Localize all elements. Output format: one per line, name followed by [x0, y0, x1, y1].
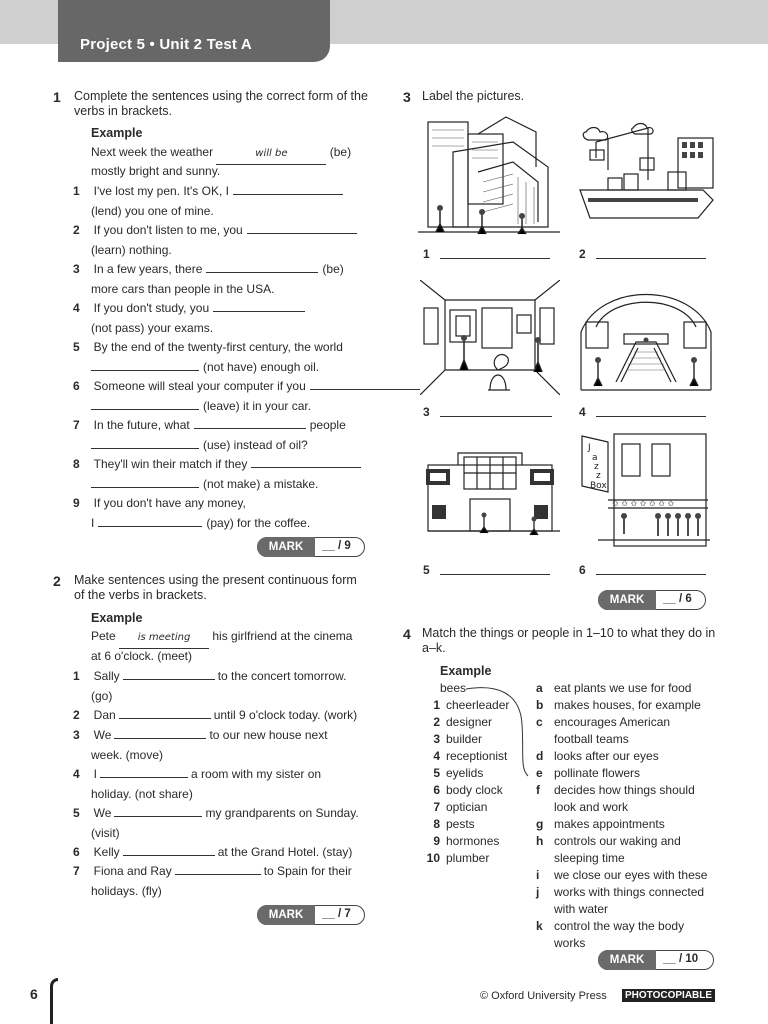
- q4-right-item: [536, 867, 707, 884]
- svg-text:Box: Box: [590, 481, 607, 491]
- q1-answer-blank[interactable]: [206, 261, 318, 273]
- picture-5-label: 5: [423, 563, 430, 577]
- picture-5-answer-line[interactable]: [440, 574, 550, 575]
- q4-right-item: [536, 782, 695, 799]
- q4-right-letter: j: [536, 885, 540, 899]
- q1-answer-blank[interactable]: [251, 456, 361, 468]
- q1-item-8: [73, 455, 361, 475]
- q2-answer-blank[interactable]: [123, 844, 215, 856]
- q1-answer-blank[interactable]: [91, 359, 199, 371]
- q2-item-number: 4: [73, 767, 80, 781]
- q4-mark-label: MARK: [598, 950, 656, 970]
- q2-instruction: Make sentences using the present continuous form of the verbs in brackets.: [74, 573, 357, 602]
- q4-left-item: [414, 833, 499, 850]
- q2-example-rest: his girlfriend at the cinema: [212, 629, 353, 643]
- picture-3-label: 3: [423, 405, 430, 419]
- office-building-illustration: [418, 112, 560, 238]
- q2-item-subject: I: [93, 767, 98, 781]
- q2-item-subject: Sally: [93, 669, 120, 683]
- q1-item-2: [73, 221, 357, 241]
- q2-item-cont: (go): [91, 688, 113, 703]
- q4-left-text: pests: [446, 817, 475, 831]
- q4-right-text: works with things connected: [554, 885, 705, 899]
- q1-item-text-c: more cars than people in the USA.: [91, 281, 275, 296]
- q4-left-number: 2: [433, 715, 440, 729]
- q1-item-cont: [91, 475, 318, 495]
- q1-item-number: 9: [73, 496, 80, 510]
- q4-right-text: works: [554, 936, 586, 950]
- q1-item-text: If you don't study, you: [93, 301, 210, 315]
- q2-item-6: [73, 843, 352, 863]
- q2-item-number: 2: [73, 708, 80, 722]
- q4-left-number: 4: [433, 749, 440, 763]
- q3-number: 3: [403, 89, 411, 105]
- q4-right-item: [536, 918, 684, 935]
- q2-item-cont: holidays. (fly): [91, 883, 162, 898]
- q2-item-rest: until 9 o'clock today. (work): [213, 708, 358, 722]
- q4-right-letter: g: [536, 817, 544, 831]
- q4-right-item: [536, 765, 640, 782]
- q4-left-item: [414, 697, 509, 714]
- q4-number: 4: [403, 626, 411, 642]
- q1-item-text-c: (lend) you one of mine.: [91, 203, 214, 218]
- q1-answer-blank[interactable]: [91, 437, 199, 449]
- q1-item-cont: [91, 280, 274, 300]
- q4-left-item: [414, 714, 492, 731]
- q4-right-item: [536, 901, 608, 918]
- q2-example-answer: is meeting: [119, 628, 209, 649]
- q1-item-number: 2: [73, 223, 80, 237]
- cinema-illustration: [420, 445, 560, 537]
- svg-text:z: z: [596, 471, 601, 481]
- q4-left-text: cheerleader: [446, 698, 510, 712]
- q4-right-text: pollinate flowers: [554, 766, 641, 780]
- q4-left-text: hormones: [446, 834, 500, 848]
- q1-item-text-c: (pay) for the coffee.: [206, 515, 311, 530]
- q2-item-rest: a room with my sister on: [191, 767, 322, 781]
- q1-item-text: If you don't have any money,: [93, 496, 246, 510]
- q4-right-letter: f: [536, 783, 540, 797]
- q1-item-number: 5: [73, 340, 80, 354]
- svg-text:a: a: [592, 453, 598, 463]
- q1-item-7: [73, 416, 346, 436]
- q2-item-rest: to the concert tomorrow.: [217, 669, 347, 683]
- q4-right-text: look and work: [554, 800, 629, 814]
- q2-item-subject: We: [93, 728, 112, 742]
- q2-item-rest: at the Grand Hotel. (stay): [217, 845, 353, 859]
- q4-right-letter: i: [536, 868, 540, 882]
- picture-4-label: 4: [579, 405, 586, 419]
- q1-instruction: Complete the sentences using the correct form of the verbs in brackets.: [74, 89, 368, 118]
- q4-left-number: 1: [433, 698, 440, 712]
- q4-left-number: 10: [426, 851, 440, 865]
- svg-text:✩ ✩ ✩ ✩ ✩ ✩ ✩: ✩ ✩ ✩ ✩ ✩ ✩ ✩: [612, 499, 675, 508]
- q1-item-cont: [91, 202, 214, 222]
- q4-left-text: receptionist: [446, 749, 508, 763]
- q1-item-text: In a few years, there: [93, 262, 203, 276]
- q1-item-5: [73, 338, 343, 358]
- q4-left-item: [414, 799, 487, 816]
- picture-3-answer-line[interactable]: [440, 416, 552, 417]
- q4-right-text: controls our waking and: [554, 834, 681, 848]
- q4-example-label: Example: [440, 664, 492, 678]
- q4-right-item: [536, 816, 665, 833]
- page-corner-mark: [50, 978, 58, 1024]
- q4-left-item: [414, 748, 507, 765]
- q3-instruction: Label the pictures.: [422, 89, 525, 103]
- picture-4-answer-line[interactable]: [596, 416, 706, 417]
- picture-1-label: 1: [423, 247, 430, 261]
- q2-item-subject: Fiona and Ray: [93, 864, 172, 878]
- q1-item-6: [73, 377, 420, 397]
- q4-left-item: [414, 731, 482, 748]
- q4-right-text: sleeping time: [554, 851, 625, 865]
- q1-item-text-c: (not have) enough oil.: [203, 359, 320, 374]
- q4-right-text: encourages American: [554, 715, 671, 729]
- q1-mark-value: __ / 9: [322, 540, 351, 552]
- q2-item-cont: week. (move): [91, 747, 164, 762]
- q4-right-letter: b: [536, 698, 544, 712]
- q4-right-text: eat plants we use for food: [554, 681, 692, 695]
- picture-2-answer-line[interactable]: [596, 258, 706, 259]
- q1-item-text-b: people: [309, 418, 346, 432]
- svg-text:J: J: [588, 443, 591, 453]
- q4-left-text: optician: [446, 800, 488, 814]
- photocopiable-badge: PHOTOCOPIABLE: [622, 989, 715, 1002]
- q1-item-text-c: (use) instead of oil?: [203, 437, 308, 452]
- q4-left-number: 7: [433, 800, 440, 814]
- q1-item-text-c: (leave) it in your car.: [203, 398, 312, 413]
- q1-item-3: [73, 260, 344, 280]
- q1-item-text-c: (not pass) your exams.: [91, 320, 214, 335]
- q4-right-text: control the way the body: [554, 919, 685, 933]
- q1-item-text-c: (learn) nothing.: [91, 242, 172, 257]
- q4-right-text: decides how things should: [554, 783, 695, 797]
- q2-item-cont: holiday. (not share): [91, 786, 193, 801]
- q2-answer-blank[interactable]: [175, 863, 261, 875]
- q2-answer-blank[interactable]: [114, 727, 206, 739]
- q4-left-number: 9: [433, 834, 440, 848]
- q1-answer-blank[interactable]: [91, 476, 199, 488]
- q1-item-9: [73, 494, 246, 514]
- q4-right-item: [536, 935, 585, 952]
- q2-example-text: Pete: [91, 629, 116, 643]
- q4-right-text: football teams: [554, 732, 629, 746]
- q2-item-5: [73, 804, 359, 824]
- q2-mark-label: MARK: [257, 905, 315, 925]
- q4-right-item: [536, 799, 628, 816]
- q4-right-letter: h: [536, 834, 544, 848]
- q1-answer-blank[interactable]: [98, 515, 202, 527]
- q4-left-number: 5: [433, 766, 440, 780]
- q1-example-cont: mostly bright and sunny.: [91, 164, 221, 178]
- q1-item-number: 8: [73, 457, 80, 471]
- q4-right-item: [536, 748, 659, 765]
- q4-right-item: [536, 731, 629, 748]
- q1-item-text-c: (not make) a mistake.: [203, 476, 319, 491]
- q3-mark-box: [598, 590, 706, 610]
- q1-answer-blank[interactable]: [194, 417, 306, 429]
- port-ship-illustration: [578, 120, 718, 220]
- q2-item-rest: to our new house next: [209, 728, 328, 742]
- q2-item-rest: to Spain for their: [263, 864, 352, 878]
- q4-right-item: [536, 697, 701, 714]
- q2-example: [91, 627, 352, 649]
- q1-item-text-b: I: [91, 515, 95, 530]
- q1-answer-blank[interactable]: [233, 183, 343, 195]
- q2-item-cont: (visit): [91, 825, 120, 840]
- q1-item-number: 6: [73, 379, 80, 393]
- q2-answer-blank[interactable]: [119, 707, 211, 719]
- q4-left-item: [414, 816, 475, 833]
- q4-right-letter: c: [536, 715, 543, 729]
- q2-answer-blank[interactable]: [100, 766, 188, 778]
- jazz-club-illustration: [578, 430, 716, 552]
- q4-left-item: [414, 850, 489, 867]
- q2-number: 2: [53, 573, 61, 589]
- q1-item-cont: [91, 436, 308, 456]
- q1-example-text: Next week the weather: [91, 145, 214, 159]
- q1-answer-blank[interactable]: [91, 398, 199, 410]
- q4-left-text: body clock: [446, 783, 503, 797]
- q1-item-1: [73, 182, 343, 202]
- q2-item-3: [73, 726, 328, 746]
- q1-mark-label: MARK: [257, 537, 315, 557]
- q4-right-text: we close our eyes with these: [554, 868, 708, 882]
- q2-item-subject: Dan: [93, 708, 116, 722]
- q4-left-number: 6: [433, 783, 440, 797]
- q4-right-letter: d: [536, 749, 544, 763]
- q1-answer-blank[interactable]: [247, 222, 357, 234]
- q1-item-text: By the end of the twenty-first century, the world: [93, 340, 343, 354]
- q2-item-rest: my grandparents on Sunday.: [205, 806, 359, 820]
- q4-mark-value: __ / 10: [663, 953, 699, 965]
- q4-mark-box: [598, 950, 714, 970]
- q3-mark-value: __ / 6: [663, 593, 692, 605]
- q2-item-subject: We: [93, 806, 112, 820]
- q1-item-cont: [91, 358, 319, 378]
- q1-example-label: Example: [91, 126, 143, 140]
- page-title: Project 5 • Unit 2 Test A: [80, 36, 252, 53]
- q2-item-2: [73, 706, 357, 726]
- q2-item-number: 6: [73, 845, 80, 859]
- q1-answer-blank[interactable]: [310, 378, 420, 390]
- q2-item-1: [73, 667, 346, 687]
- shopping-centre-illustration: [576, 282, 716, 394]
- picture-1-answer-line[interactable]: [440, 258, 550, 259]
- q1-item-cont: [91, 397, 311, 417]
- q1-item-cont: [91, 241, 172, 261]
- q1-item-4: [73, 299, 305, 319]
- q2-answer-blank[interactable]: [123, 668, 215, 680]
- q4-right-letter: k: [536, 919, 543, 933]
- svg-text:z: z: [594, 462, 599, 472]
- q1-item-number: 1: [73, 184, 80, 198]
- q4-left-number: 3: [433, 732, 440, 746]
- picture-2-label: 2: [579, 247, 586, 261]
- q2-item-4: [73, 765, 321, 785]
- q4-left-number: 8: [433, 817, 440, 831]
- q4-right-text: makes appointments: [554, 817, 665, 831]
- q1-example-answer: will be: [216, 144, 326, 165]
- q4-left-text: designer: [446, 715, 493, 729]
- q2-item-number: 1: [73, 669, 80, 683]
- q4-right-item: [536, 680, 691, 697]
- q4-left-text: eyelids: [446, 766, 484, 780]
- q4-instruction: Match the things or people in 1–10 to what they do in a–k.: [422, 626, 716, 655]
- q4-right-letter: a: [536, 681, 543, 695]
- q2-item-number: 3: [73, 728, 80, 742]
- q2-item-number: 7: [73, 864, 80, 878]
- q4-right-letter: e: [536, 766, 543, 780]
- q1-number: 1: [53, 89, 61, 105]
- q1-answer-blank[interactable]: [213, 300, 305, 312]
- q1-item-text: In the future, what: [93, 418, 190, 432]
- q2-example-cont: at 6 o'clock. (meet): [91, 649, 192, 663]
- q4-right-item: [536, 884, 704, 901]
- q4-right-item: [536, 833, 681, 850]
- q2-answer-blank[interactable]: [114, 805, 202, 817]
- q1-item-text: They'll win their match if they: [93, 457, 248, 471]
- q1-item-text-b: (be): [322, 262, 344, 276]
- q2-item-subject: Kelly: [93, 845, 120, 859]
- q1-item-text: Someone will steal your computer if you: [93, 379, 306, 393]
- q1-item-text: I've lost my pen. It's OK, I: [93, 184, 229, 198]
- publisher: © Oxford University Press: [480, 990, 607, 1002]
- q2-mark-box: [257, 905, 365, 925]
- q4-right-item: [536, 850, 625, 867]
- q1-mark-box: [257, 537, 365, 557]
- q4-left-item: [414, 765, 483, 782]
- museum-illustration: [420, 280, 560, 395]
- q1-item-cont: [91, 319, 213, 339]
- q4-left-text: plumber: [446, 851, 490, 865]
- q4-left-item: [414, 782, 503, 799]
- q1-item-cont: [91, 514, 310, 534]
- q2-item-number: 5: [73, 806, 80, 820]
- q4-right-text: makes houses, for example: [554, 698, 701, 712]
- picture-6-label: 6: [579, 563, 586, 577]
- q4-right-text: looks after our eyes: [554, 749, 659, 763]
- page-number: 6: [30, 986, 38, 1002]
- picture-6-answer-line[interactable]: [596, 574, 706, 575]
- q1-item-number: 3: [73, 262, 80, 276]
- q1-example-verb: (be): [329, 145, 352, 159]
- q2-example-label: Example: [91, 611, 143, 625]
- q2-item-7: [73, 862, 352, 882]
- q1-item-text: If you don't listen to me, you: [93, 223, 243, 237]
- q4-right-text: with water: [554, 902, 609, 916]
- q2-mark-value: __ / 7: [322, 908, 351, 920]
- q4-example-item: bees: [440, 681, 467, 695]
- q1-item-number: 7: [73, 418, 80, 432]
- q4-right-item: [536, 714, 670, 731]
- q1-item-number: 4: [73, 301, 80, 315]
- q4-left-text: builder: [446, 732, 483, 746]
- q3-mark-label: MARK: [598, 590, 656, 610]
